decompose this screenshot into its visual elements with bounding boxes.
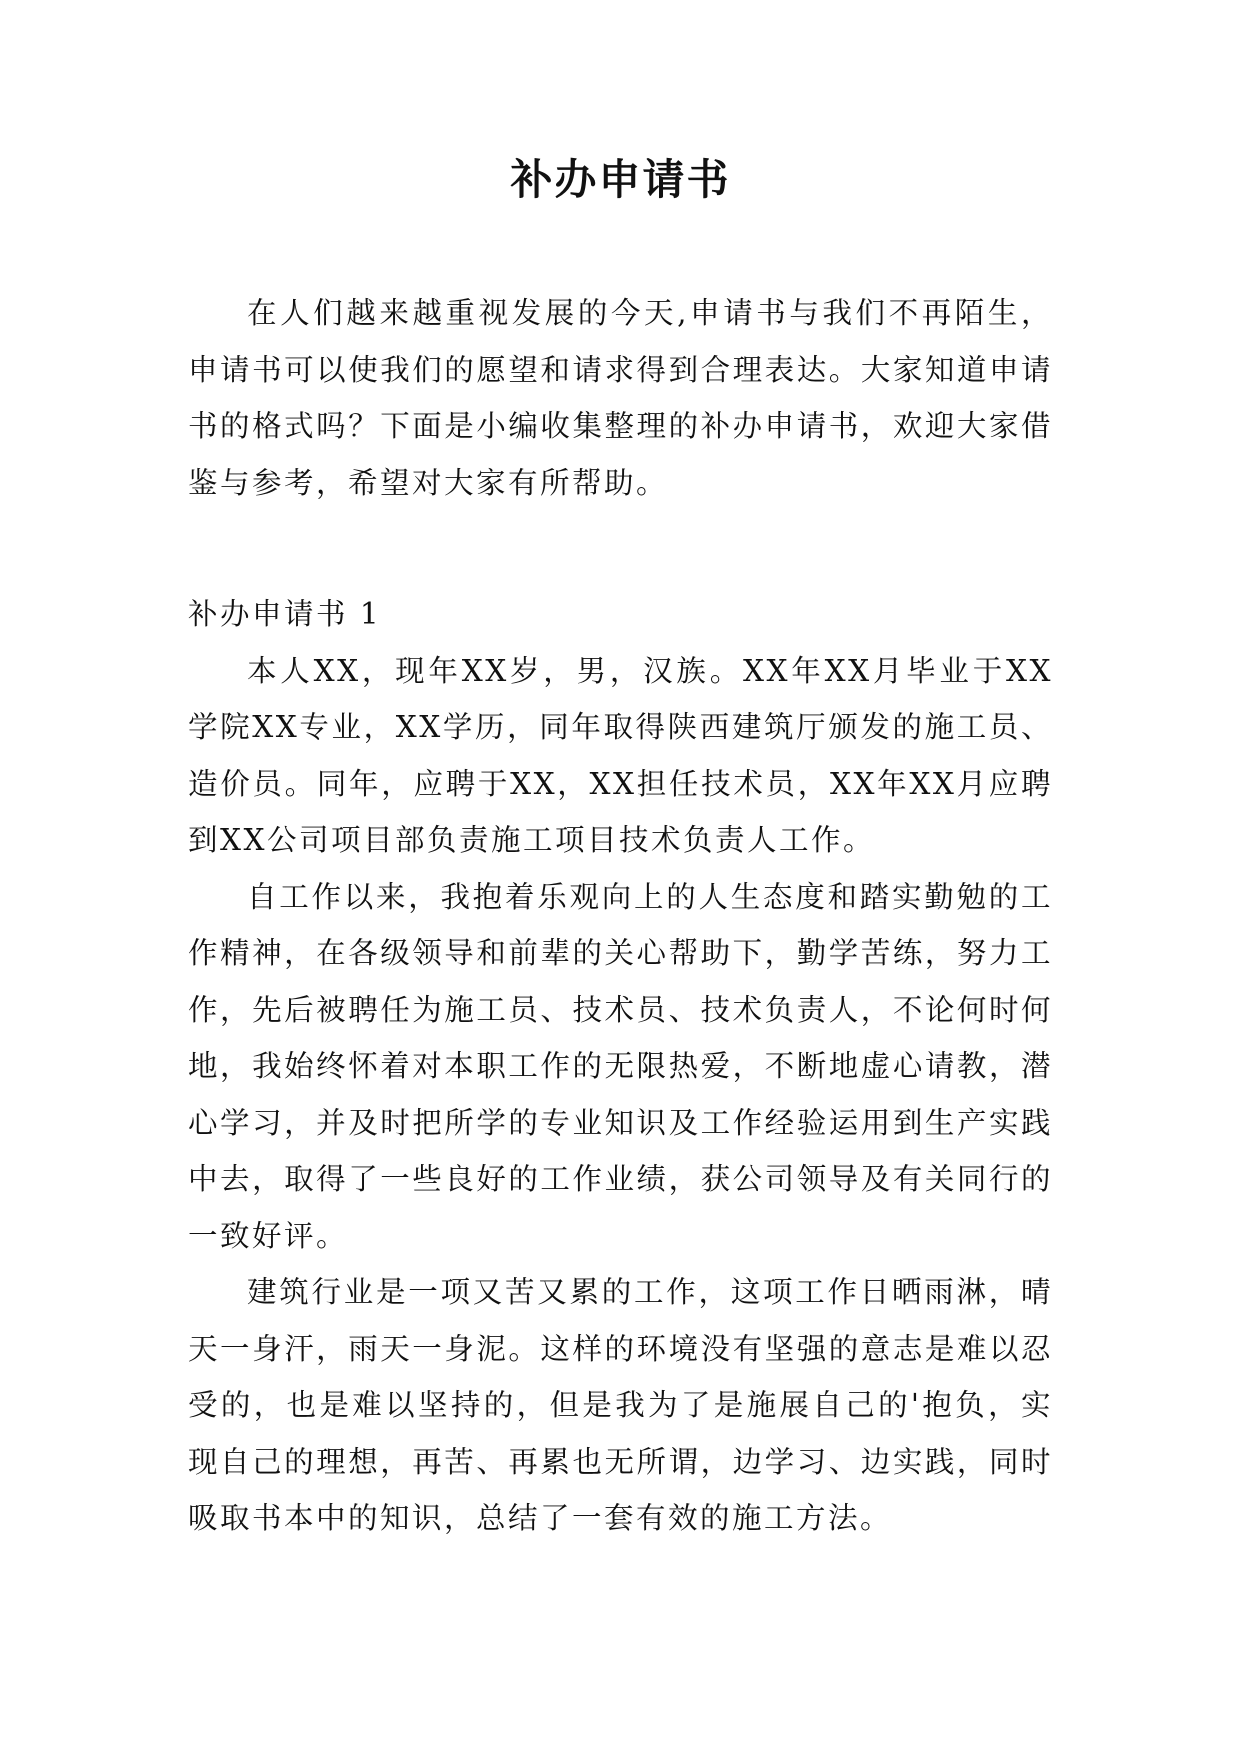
document-title: 补办申请书	[510, 155, 731, 204]
body-paragraph-2: 自工作以来，我抱着乐观向上的人生态度和踏实勤勉的工作精神，在各级领导和前辈的关心帮助下，勤学苦练，努力工作，先后被聘任为施工员、技术员、技术负责人，不论何时何地，我始终怀着对本职工作的无限热爱，不断地虚心请教，潜心学习，并及时把所学的专业知识及工作经验运用到生产实践中去，取得了一些良好的工作业绩，获公司领导及有关同行的一致好评。	[188, 879, 1053, 1253]
document-body	[188, 285, 1053, 1547]
body-paragraph-1: 本人XX，现年XX岁，男，汉族。XX年XX月毕业于XX学院XX专业，XX学历，同年取得陕西建筑厅颁发的施工员、造价员。同年，应聘于XX，XX担任技术员，XX年XX月应聘到XX公司项目部负责施工项目技术负责人工作。	[188, 653, 1053, 857]
body-paragraph-3: 建筑行业是一项又苦又累的工作，这项工作日晒雨淋，晴天一身汗，雨天一身泥。这样的环境没有坚强的意志是难以忍受的，也是难以坚持的，但是我为了是施展自己的'抱负，实现自己的理想，再苦、再累也无所谓，边学习、边实践，同时吸取书本中的知识，总结了一套有效的施工方法。	[188, 1275, 1053, 1535]
intro-paragraph: 在人们越来越重视发展的今天,申请书与我们不再陌生，申请书可以使我们的愿望和请求得到合理表达。大家知道申请书的格式吗？下面是小编收集整理的补办申请书，欢迎大家借鉴与参考，希望对大家有所帮助。	[188, 296, 1053, 500]
section-heading: 补办申请书 1	[188, 597, 382, 631]
